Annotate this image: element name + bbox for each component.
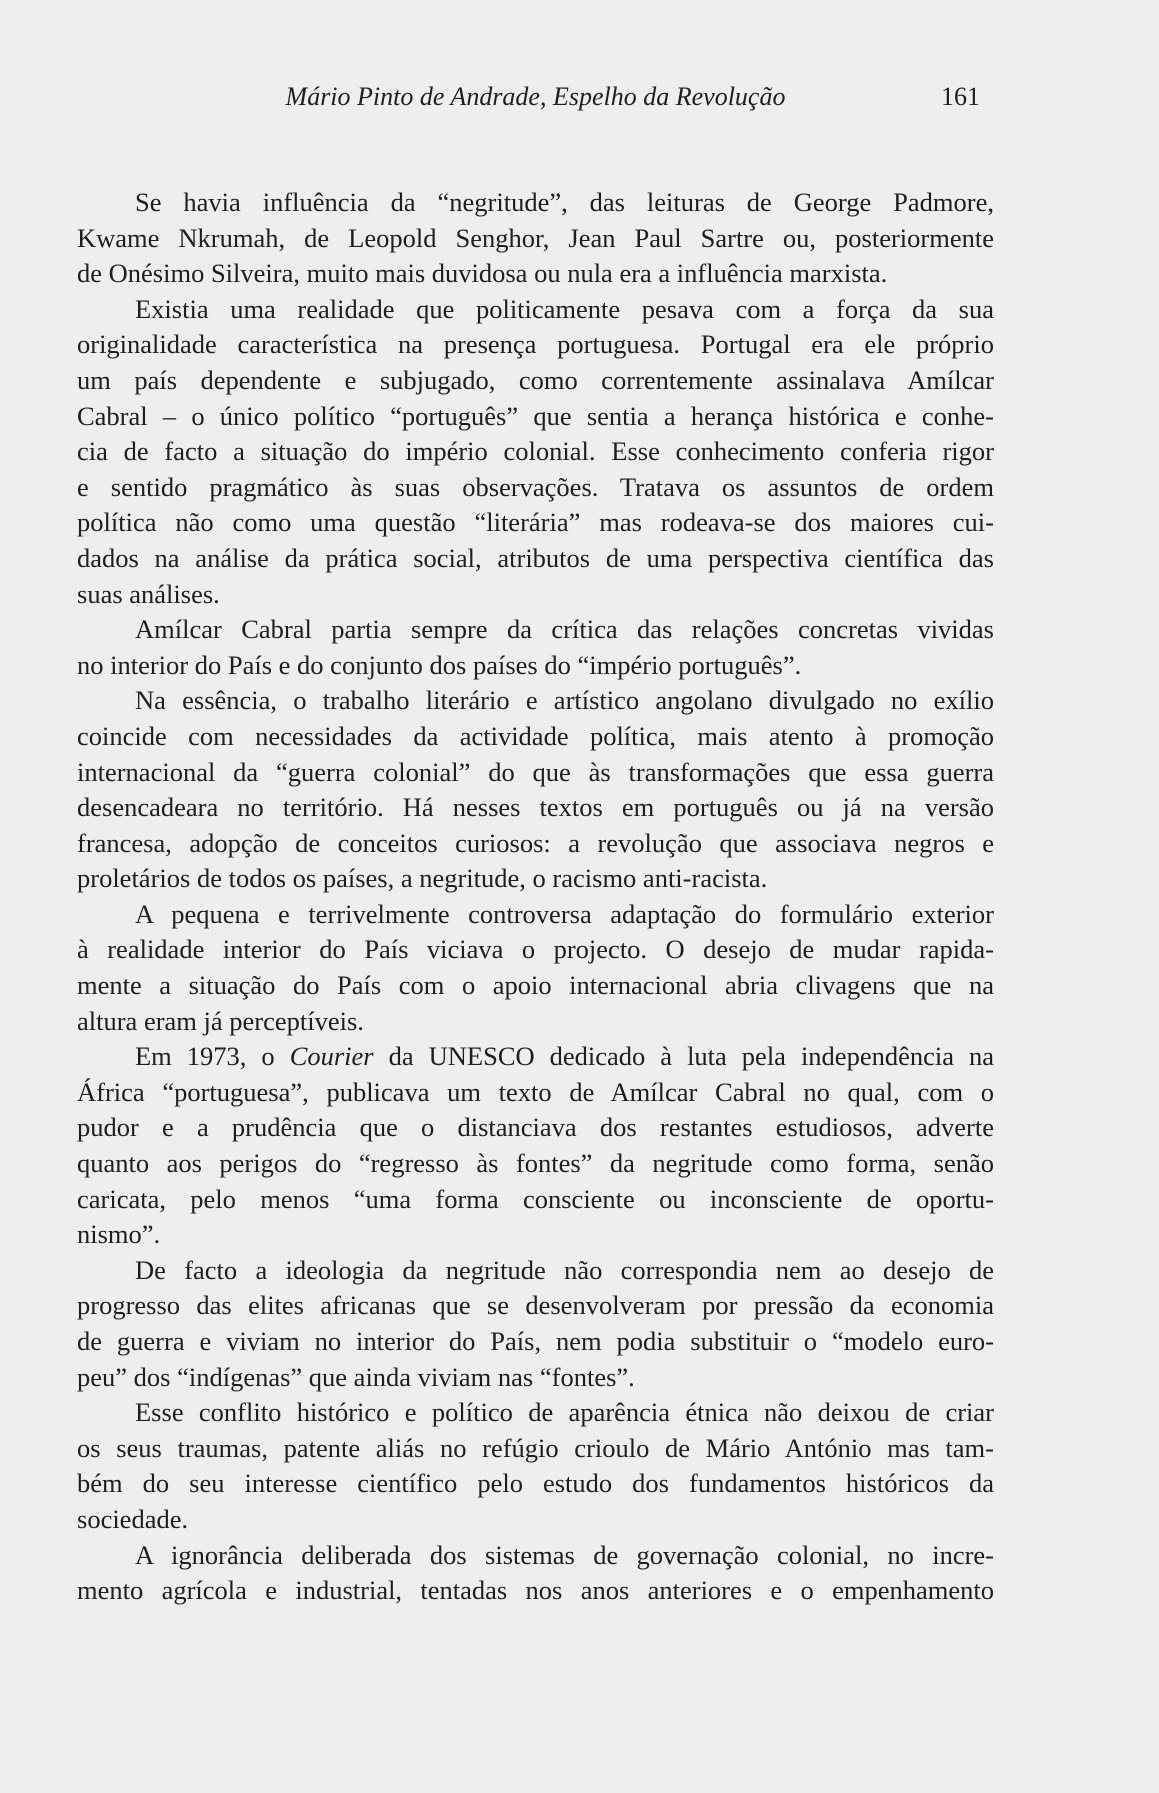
italic-title: Courier xyxy=(289,1041,374,1072)
text-line: coincide com necessidades da actividade política, mais atento à promoção xyxy=(77,720,994,751)
text-line: nismo”. xyxy=(77,1219,161,1250)
text-line: altura eram já perceptíveis. xyxy=(77,1005,364,1036)
paragraph xyxy=(77,1538,994,1609)
paragraph xyxy=(77,897,994,1039)
text-line: à realidade interior do País viciava o projecto. O desejo de mudar rapida- xyxy=(77,934,994,965)
text-line: política não como uma questão “literária” mas rodeava-se dos maiores cui- xyxy=(77,507,994,538)
body-text xyxy=(77,185,994,1609)
text-line: de Onésimo Silveira, muito mais duvidosa ou nula era a influência marxista. xyxy=(77,258,888,289)
text-line: caricata, pelo menos “uma forma consciente ou inconsciente de oportu- xyxy=(77,1183,994,1214)
text-line: francesa, adopção de conceitos curiosos: a revolução que associava negros e xyxy=(77,827,994,858)
paragraph xyxy=(77,185,994,292)
text-line: dados na análise da prática social, atributos de uma perspectiva científica das xyxy=(77,542,994,573)
paragraph xyxy=(77,1039,994,1253)
text-line: África “portuguesa”, publicava um texto de Amílcar Cabral no qual, com o xyxy=(77,1076,994,1107)
text-line: Existia uma realidade que politicamente pesava com a força da sua xyxy=(135,293,994,324)
text-line: sociedade. xyxy=(77,1503,189,1534)
text-line: Se havia influência da “negritude”, das leituras de George Padmore, xyxy=(135,187,994,217)
paragraph xyxy=(77,292,994,612)
running-title: Mário Pinto de Andrade, Espelho da Revolução xyxy=(285,82,786,111)
text-line: Amílcar Cabral partia sempre da crítica das relações concretas vividas xyxy=(135,614,994,645)
running-header xyxy=(77,82,994,114)
page-number: 161 xyxy=(941,82,980,111)
text-line: Esse conflito histórico e político de aparência étnica não deixou de criar xyxy=(135,1397,994,1428)
text-line: suas análises. xyxy=(77,578,220,609)
text-line: os seus traumas, patente aliás no refúgio crioulo de Mário António mas tam- xyxy=(77,1432,994,1463)
paragraph xyxy=(77,1395,994,1537)
text-line: quanto aos perigos do “regresso às fontes” da negritude como forma, senão xyxy=(77,1148,994,1179)
text-line: bém do seu interesse científico pelo estudo dos fundamentos históricos da xyxy=(77,1468,994,1499)
text-line: originalidade característica na presença portuguesa. Portugal era ele próprio xyxy=(77,329,994,360)
text-line: internacional da “guerra colonial” do que às transformações que essa guerra xyxy=(77,756,994,787)
text-line xyxy=(77,1039,994,1075)
text-line: no interior do País e do conjunto dos países do “império português”. xyxy=(77,649,802,680)
text-segment: da UNESCO dedicado à luta pela independência na xyxy=(373,1041,994,1072)
text-line: A pequena e terrivelmente controversa adaptação do formulário exterior xyxy=(135,898,994,929)
text-line: um país dependente e subjugado, como correntemente assinalava Amílcar xyxy=(77,364,994,395)
text-line: pudor e a prudência que o distanciava dos restantes estudiosos, adverte xyxy=(77,1112,994,1143)
text-line: De facto a ideologia da negritude não correspondia nem ao desejo de xyxy=(135,1254,994,1285)
text-line: Cabral – o único político “português” que sentia a herança histórica e conhe- xyxy=(77,400,994,431)
paragraph xyxy=(77,1253,994,1395)
text-line: desencadeara no território. Há nesses textos em português ou já na versão xyxy=(77,792,994,823)
text-line: progresso das elites africanas que se desenvolveram por pressão da economia xyxy=(77,1290,994,1321)
paragraph xyxy=(77,612,994,683)
text-line: proletários de todos os países, a negritude, o racismo anti-racista. xyxy=(77,863,768,894)
text-line: mente a situação do País com o apoio internacional abria clivagens que na xyxy=(77,970,994,1001)
text-line: de guerra e viviam no interior do País, nem podia substituir o “modelo euro- xyxy=(77,1326,994,1356)
text-line: Na essência, o trabalho literário e artístico angolano divulgado no exílio xyxy=(135,685,994,716)
paragraph xyxy=(77,683,994,897)
text-segment: Em 1973, o xyxy=(135,1041,290,1072)
text-line: cia de facto a situação do império colonial. Esse conhecimento conferia rigor xyxy=(77,436,994,467)
text-line: mento agrícola e industrial, tentadas nos anos anteriores e o empenhamento xyxy=(77,1575,994,1606)
text-line: peu” dos “indígenas” que ainda viviam nas “fontes”. xyxy=(77,1361,635,1392)
text-line: Kwame Nkrumah, de Leopold Senghor, Jean Paul Sartre ou, posteriormente xyxy=(77,222,994,253)
text-line: e sentido pragmático às suas observações. Tratava os assuntos de ordem xyxy=(77,471,994,502)
text-line: A ignorância deliberada dos sistemas de governação colonial, no incre- xyxy=(135,1539,994,1570)
